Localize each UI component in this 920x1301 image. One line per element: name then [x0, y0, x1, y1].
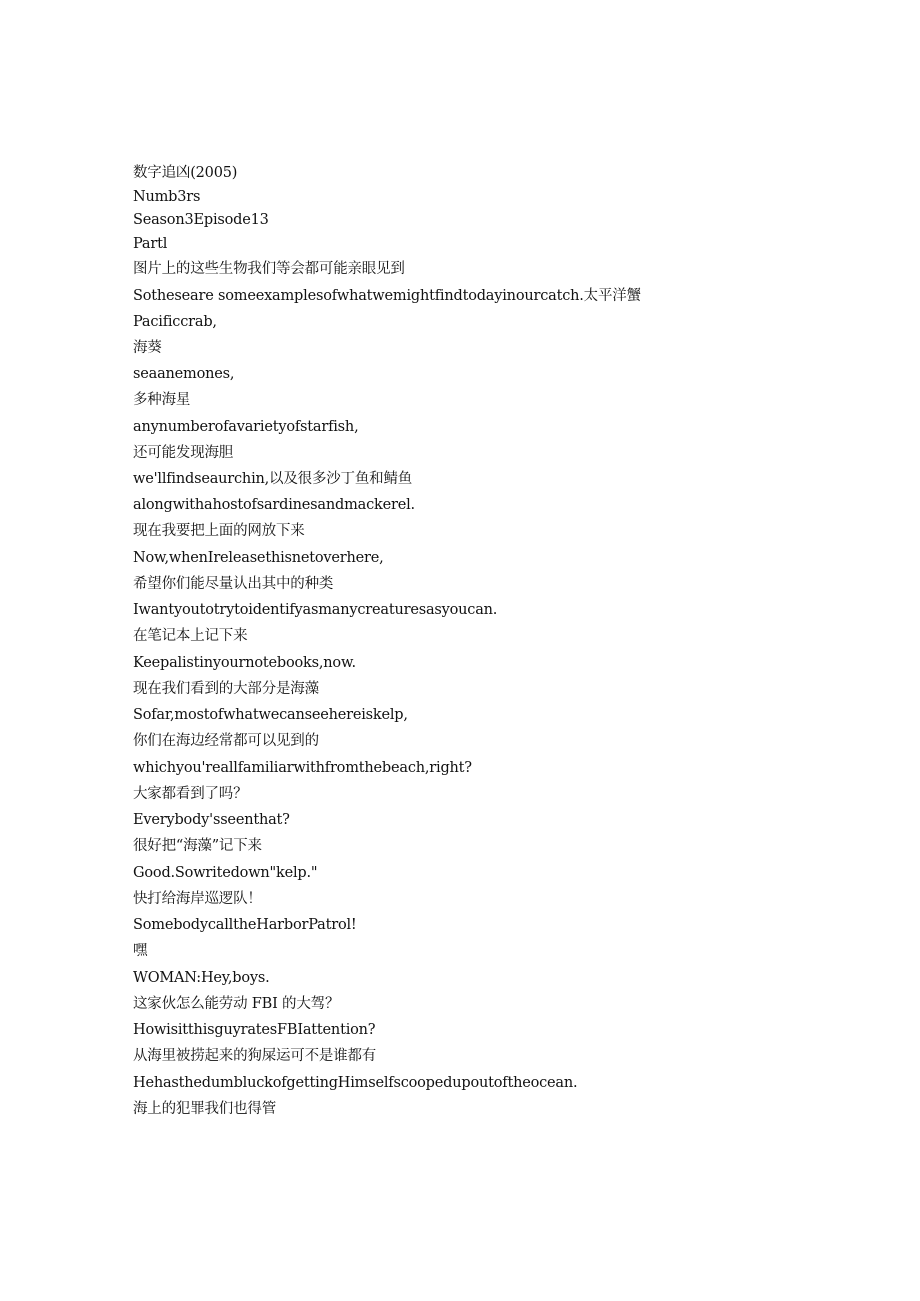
subtitle-pair: [133, 991, 833, 1044]
subtitle-pair: [133, 309, 833, 335]
document-header: [133, 162, 833, 256]
subtitle-line-zh: 快打给海岸巡逻队！: [133, 890, 262, 907]
subtitle-pair: [133, 1043, 833, 1096]
subtitle-pair: [133, 256, 833, 309]
subtitle-line-zh: 现在我要把上面的网放下来: [133, 523, 305, 539]
subtitle-pair: [133, 938, 833, 991]
subtitle-pair: [133, 781, 833, 834]
subtitle-line-zh: 海上的犯罪我们也得管: [133, 1100, 276, 1117]
subtitle-line-en: Pacificcrab,: [133, 313, 217, 330]
subtitle-pair: [133, 518, 833, 571]
subtitle-pair: [133, 387, 833, 440]
subtitle-line-en: Good.Sowritedown"kelp.": [133, 864, 318, 881]
subtitle-line-en: anynumberofavarietyofstarfish,: [133, 418, 359, 435]
subtitle-line-en: we'llfindseaurchin,以及很多沙丁鱼和鲭鱼: [133, 471, 413, 487]
subtitle-line-zh: 海葵: [133, 339, 162, 356]
subtitle-line-zh: 图片上的这些生物我们等会都可能亲眼见到: [133, 261, 405, 277]
subtitle-line-en: Everybody'sseenthat?: [133, 812, 290, 828]
subtitle-line-zh: 多种海星: [133, 392, 191, 408]
subtitle-pair: [133, 571, 833, 624]
subtitle-line-en: Sofar,mostofwhatwecanseehereiskelp,: [133, 707, 408, 723]
subtitle-pair: [133, 440, 833, 493]
subtitle-line-zh: 还可能发现海胆: [133, 444, 234, 461]
subtitle-line-zh: 现在我们看到的大部分是海藻: [133, 680, 319, 697]
subtitle-pair: [133, 886, 833, 939]
subtitle-line-en: whichyou'reallfamiliarwithfromthebeach,right?: [133, 759, 472, 776]
subtitle-line-zh: 大家都看到了吗？: [133, 785, 248, 802]
subtitle-line-zh: 从海里被捞起来的狗屎运可不是谁都有: [133, 1048, 377, 1064]
subtitle-line-zh: 在笔记本上记下来: [133, 628, 248, 644]
subtitle-pair: [133, 492, 833, 518]
show-title-en: Numb3rs: [133, 188, 201, 205]
episode-label: Season3Episode13: [133, 212, 269, 228]
subtitle-line-en: alongwithahostofsardinesandmackerel.: [133, 497, 415, 513]
subtitle-pair: [133, 833, 833, 886]
show-title-zh: 数字追凶(2005): [133, 165, 238, 181]
part-label: Partl: [133, 235, 168, 252]
subtitle-line-zh: 你们在海边经常都可以见到的: [133, 733, 319, 749]
subtitle-pair: [133, 1096, 833, 1123]
subtitle-line-zh: 这家伙怎么能劳动 FBI 的大驾？: [133, 995, 340, 1012]
subtitle-pair: [133, 728, 833, 781]
subtitle-line-en: Now,whenIreleasethisnetoverhere,: [133, 549, 384, 566]
subtitle-line-en: HowisitthisguyratesFBIattention?: [133, 1022, 376, 1038]
subtitle-line-zh: 很好把“海藻”记下来: [133, 838, 262, 854]
subtitle-pair: [133, 623, 833, 676]
subtitle-pair: [133, 335, 833, 388]
subtitle-line-en: Keepalistinyournotebooks,now.: [133, 654, 356, 671]
subtitle-line-en: WOMAN:Hey,boys.: [133, 969, 270, 986]
subtitle-line-en: Iwantyoutotrytoidentifyasmanycreaturesasyoucan.: [133, 602, 498, 618]
subtitle-line-zh: 希望你们能尽量认出其中的种类: [133, 575, 334, 592]
subtitle-line-en: seaanemones,: [133, 366, 235, 382]
subtitle-line-en: SomebodycalltheHarborPatrol!: [133, 917, 357, 933]
subtitle-pair: [133, 676, 833, 729]
subtitle-line-en: HehasthedumbluckofgettingHimselfscoopedupoutoftheocean.: [133, 1074, 578, 1091]
transcript-body: [133, 162, 833, 1122]
subtitle-line-zh: 嘿: [133, 943, 148, 959]
subtitle-line-en: Sotheseare someexamplesofwhatwemightfindtodayinourcatch.太平洋蟹: [133, 287, 641, 304]
